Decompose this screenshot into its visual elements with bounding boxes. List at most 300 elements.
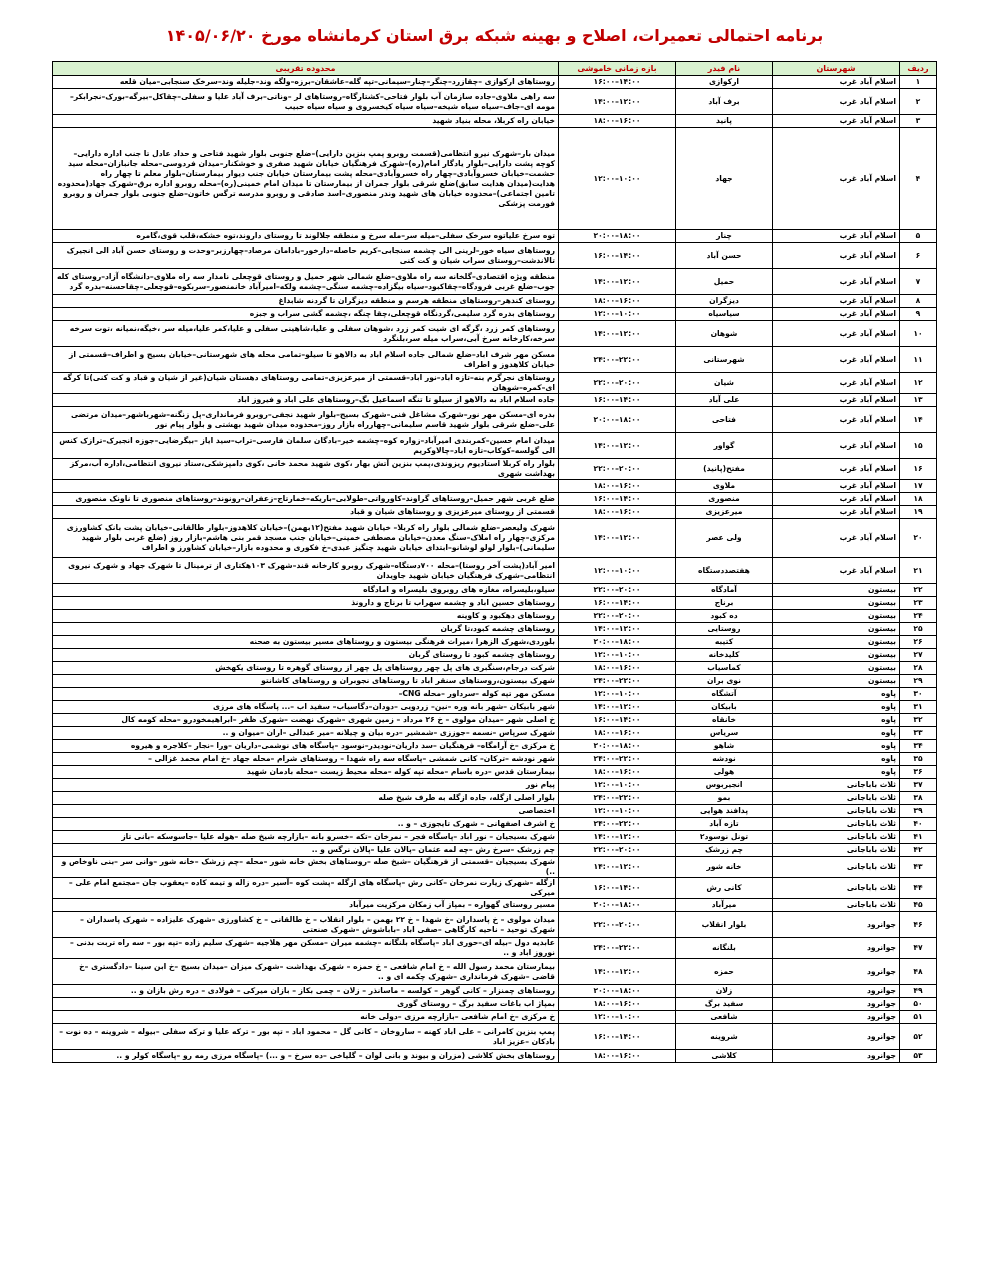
outage-time-cell: ۲۲:۰۰–۲۴:۰۰: [559, 818, 676, 831]
table-row: [53, 753, 937, 766]
feeder-cell: علی آباد: [676, 394, 773, 407]
feeder-cell: ده کبود: [676, 610, 773, 623]
row-number-cell: ۴۶: [900, 912, 937, 938]
outage-time-cell: ۱۲:۰۰–۱۴:۰۰: [559, 959, 676, 985]
city-cell: اسلام آباد غرب: [773, 295, 900, 308]
feeder-cell: هفتصددستگاه: [676, 558, 773, 584]
row-number-cell: ۱۵: [900, 433, 937, 459]
outage-time-cell: ۱۲:۰۰–۱۴:۰۰: [559, 623, 676, 636]
area-cell: قسمتی از روستای میرعزیزی و روستاهای شیان و قباد: [53, 506, 559, 519]
outage-time-cell: ۱۲:۰۰–۱۴:۰۰: [559, 321, 676, 347]
city-cell: ثلاث باباجانی: [773, 818, 900, 831]
outage-time-cell: ۲۰:۰۰–۲۲:۰۰: [559, 373, 676, 394]
table-row: [53, 519, 937, 558]
area-cell: روستاهای چمنزار – کانی گوهر – کولسه – ماسانذر – زلان – چمی بکاز – بازان میرکی – فولادی – دره رش بازان و ..: [53, 985, 559, 998]
row-number-cell: ۱۴: [900, 407, 937, 433]
area-cell: شهرک بسیجیان –قسمتی از فرهنگیان –شیخ صله –روستاهای بخش خانه شور –محله –چم زرشک –خانه شور –وانی سر –بنی ناوخاص و ..): [53, 857, 559, 878]
feeder-cell: پانید: [676, 115, 773, 128]
feeder-cell: منصوری: [676, 493, 773, 506]
feeder-cell: نوی بران: [676, 675, 773, 688]
outage-time-cell: ۲۲:۰۰–۲۴:۰۰: [559, 792, 676, 805]
area-cell: روستاهای بدره گرد سلیمی،گردنگاه قوچعلی،چقا چنگه ،چشمه گشی سراب و جبزه: [53, 308, 559, 321]
city-cell: ثلاث باباجانی: [773, 805, 900, 818]
area-cell: شهرک بسیجیان – نور اباد –پاسگاه فجر – نمرخان –تکه –خسرو بانه –بازارچه شیخ صله –هوله علیا –جاسوسکه –بانی تاز: [53, 831, 559, 844]
table-row: [53, 985, 937, 998]
row-number-cell: ۴۵: [900, 899, 937, 912]
area-cell: ازگله –شهرک زیارت نمرخان –کانی رش –پاسگاه های ازگله –پشت کوه –آسیر –دره زاله و تیمه کاده –یعقوب جان –مجتمع امام علی –میرکی: [53, 878, 559, 899]
outage-time-cell: ۱۸:۰۰–۲۰:۰۰: [559, 899, 676, 912]
area-cell: شهرک بیستون،روستاهای سنقر اباد تا روستاهای نجوبران و روستاهای کاشانتو: [53, 675, 559, 688]
area-cell: پمپ بنزین کامرانی – علی اباد کهنه – ساروخان – کانی گل – محمود اباد – تپه بور – ترکه علیا و ترکه سفلی –بیوله – شروینه – ده نوت – بادکان –عزیز اباد: [53, 1024, 559, 1050]
row-number-cell: ۲۰: [900, 519, 937, 558]
city-cell: بیستون: [773, 649, 900, 662]
area-cell: مسکن مهر شرف اباد–ضلع شمالی جاده اسلام اباد به دالاهو تا سیلو–تمامی محله های شهرستانی–خیابان بسیج و اطراف–قسمتی از خیابان کلاهدوز و اطراف: [53, 347, 559, 373]
row-number-cell: ۸: [900, 295, 937, 308]
city-cell: اسلام آباد غرب: [773, 269, 900, 295]
area-cell: جاده اسلام اباد به دالاهو از سیلو تا تنگه اسماعیل بگ–روستاهای علی اباد و فیروز اباد: [53, 394, 559, 407]
table-row: [53, 230, 937, 243]
header-area: محدوده تقریبی: [53, 62, 559, 76]
outage-time-cell: ۱۴:۰۰–۱۶:۰۰: [559, 394, 676, 407]
feeder-cell: حمزه: [676, 959, 773, 985]
area-cell: اختصاصی: [53, 805, 559, 818]
table-row: [53, 321, 937, 347]
outage-time-cell: ۱۲:۰۰–۱۴:۰۰: [559, 433, 676, 459]
area-cell: میدان امام حسین–کمربندی امیرآباد–زواره کوه–چشمه خیر–بادگان سلمان فارسی–تراب–سید ایاز –بیگرضایی–جوزه انجیرک–ترازک کنس الی گولسه–کوکاب–تازه اباد–چالاوکریم: [53, 433, 559, 459]
area-cell: خ اشرف اصفهانی – شهرک تایجوزی – و ..: [53, 818, 559, 831]
table-row: [53, 597, 937, 610]
area-cell: بدره ای–مسکن مهر نور–شهرک مشاغل فنی–شهرک بسیج–بلوار شهید نجفی–روبرو فرمانداری–پل زنگنه–شهرباشهر–میدان مرتضی علی–ضلع شرقی بلوار شهید قاسم سلیمانی–چهارراه بازار روز–محدوده میدان شهید بهشتی و بلوار پیام نور: [53, 407, 559, 433]
row-number-cell: ۳۲: [900, 714, 937, 727]
table-row: [53, 433, 937, 459]
city-cell: اسلام آباد غرب: [773, 89, 900, 115]
area-cell: خ مرکزی –خ امام شافعی –بازارچه مرزی –دولی خانه: [53, 1011, 559, 1024]
outage-time-cell: ۱۸:۰۰–۲۰:۰۰: [559, 407, 676, 433]
feeder-cell: شاهو: [676, 740, 773, 753]
outage-time-cell: ۱۰:۰۰–۱۲:۰۰: [559, 649, 676, 662]
table-row: [53, 805, 937, 818]
table-row: [53, 792, 937, 805]
area-cell: منطقه ویژه اقتصادی–گلخانه سه راه ملاوی–ضلع شمالی شهر حمیل و روستای قوچعلی نامدار سه راه ملاوی–دانشگاه آزاد–روستای کله جوب–ضلع غربی فرودگاه–چقاکبود–سیاه بیگزاده–چشمه سنگی–چشمه ولکه–امیرآباد خانمنصور–سربکوه–قوچعلی–چقاحسنه–بدره گرد: [53, 269, 559, 295]
feeder-cell: کلیدخانه: [676, 649, 773, 662]
row-number-cell: ۵: [900, 230, 937, 243]
outage-time-cell: ۱۲:۰۰–۱۴:۰۰: [559, 857, 676, 878]
outage-time-cell: ۱۰:۰۰–۱۲:۰۰: [559, 779, 676, 792]
city-cell: اسلام آباد غرب: [773, 373, 900, 394]
city-cell: جوانرود: [773, 912, 900, 938]
row-number-cell: ۳۵: [900, 753, 937, 766]
feeder-cell: شافعی: [676, 1011, 773, 1024]
feeder-cell: گواور: [676, 433, 773, 459]
table-row: [53, 766, 937, 779]
city-cell: اسلام آباد غرب: [773, 433, 900, 459]
feeder-cell: تازه آباد: [676, 818, 773, 831]
feeder-cell: مفتح(پانید): [676, 459, 773, 480]
outage-time-cell: ۱۲:۰۰–۱۴:۰۰: [559, 89, 676, 115]
city-cell: بیستون: [773, 584, 900, 597]
row-number-cell: ۲۴: [900, 610, 937, 623]
row-number-cell: ۲۶: [900, 636, 937, 649]
row-number-cell: ۲۱: [900, 558, 937, 584]
area-cell: چم زرشک –سرخ رش –چه لمه عثمان –پالان علیا –پالان نرگس و ..: [53, 844, 559, 857]
row-number-cell: ۳۱: [900, 701, 937, 714]
table-row: [53, 1011, 937, 1024]
feeder-cell: خانقاه: [676, 714, 773, 727]
outage-time-cell: ۱۲:۰۰–۱۴:۰۰: [559, 701, 676, 714]
row-number-cell: ۳۸: [900, 792, 937, 805]
schedule-table: [52, 61, 937, 1063]
table-row: [53, 308, 937, 321]
table-row: [53, 844, 937, 857]
area-cell: خیابان راه کربلا، محله بنیاد شهید: [53, 115, 559, 128]
table-row: [53, 558, 937, 584]
area-cell: روستای کندهر–روستاهای منطقه هرسم و منطقه دیزگران تا گردنه شابداغ: [53, 295, 559, 308]
area-cell: شهرک سرپاس –نسمه –جوززی –شمشیر –دره بیان و چیلانه –میر عبدالی –اران –میوان و ..: [53, 727, 559, 740]
table-row: [53, 610, 937, 623]
feeder-cell: چم زرشک: [676, 844, 773, 857]
city-cell: ثلاث باباجانی: [773, 878, 900, 899]
outage-time-cell: ۱۶:۰۰–۱۸:۰۰: [559, 662, 676, 675]
row-number-cell: ۹: [900, 308, 937, 321]
area-cell: میدان مولوی – خ پاسداران –خ شهدا – خ ۲۲ بهمن – بلوار انقلاب – خ طالقانی – خ کشاورزی –شهرک علیزاده – شهرک پاسداران –شهرک توحید – ناحیه کارگاهی –صفی اباد –باباشوش –شهرک صنعتی: [53, 912, 559, 938]
row-number-cell: ۴۳: [900, 857, 937, 878]
feeder-cell: زلان: [676, 985, 773, 998]
table-row: [53, 459, 937, 480]
table-row: [53, 740, 937, 753]
outage-time-cell: ۱۶:۰۰–۱۸:۰۰: [559, 766, 676, 779]
row-number-cell: ۳۷: [900, 779, 937, 792]
table-row: [53, 714, 937, 727]
outage-time-cell: ۱۸:۰۰–۲۰:۰۰: [559, 636, 676, 649]
area-cell: بلوردی،شهرک الزهرا ،میراث فرهنگی بیستون و روستاهای مسیر بیستون به صحنه: [53, 636, 559, 649]
city-cell: جوانرود: [773, 1011, 900, 1024]
city-cell: اسلام آباد غرب: [773, 347, 900, 373]
row-number-cell: ۱۷: [900, 480, 937, 493]
city-cell: بیستون: [773, 597, 900, 610]
city-cell: پاوه: [773, 753, 900, 766]
feeder-cell: نودشه: [676, 753, 773, 766]
row-number-cell: ۴۰: [900, 818, 937, 831]
outage-time-cell: ۱۶:۰۰–۱۸:۰۰: [559, 998, 676, 1011]
header-row-number: ردیف: [900, 62, 937, 76]
city-cell: پاوه: [773, 688, 900, 701]
table-row: [53, 115, 937, 128]
row-number-cell: ۵۱: [900, 1011, 937, 1024]
city-cell: پاوه: [773, 766, 900, 779]
feeder-cell: کتیبه: [676, 636, 773, 649]
row-number-cell: ۱: [900, 76, 937, 89]
city-cell: ثلاث باباجانی: [773, 792, 900, 805]
outage-time-cell: ۱۴:۰۰–۱۶:۰۰: [559, 714, 676, 727]
table-row: [53, 480, 937, 493]
feeder-cell: برف آباد: [676, 89, 773, 115]
area-cell: روستاهای ارکوازی –چقازرد–چنگر–چنار–سیمانی–تپه گله–عاشقان–برزه–ولگه وند–جلیله وند–سرخک سنجابی–میان قلعه: [53, 76, 559, 89]
outage-time-cell: ۱۶:۰۰–۱۸:۰۰: [559, 506, 676, 519]
area-cell: خ مرکزی –خ آرامگاه– فرهنگیان –سد داریان–نودیدر–نوسود –پاسگاه های نوشمی–داریان –ورا –نجار –کلاجره و هیروه: [53, 740, 559, 753]
area-cell: شرکت درجام،سنگبری های پل چهر روستاهای پل چهر از روستای گوهره تا روستای یکهخش: [53, 662, 559, 675]
area-cell: مسکن مهر تپه کوله –سرداور –محله CNG–: [53, 688, 559, 701]
area-cell: روستاهای نجرگرم بنه–تازه اباد–نور اباد–قسمتی از میرعزیزی–تمامی روستاهای دهستان شیان(غیر از شیان و قباد و کت کنی)تا کرگه ای–کمره–شوهان: [53, 373, 559, 394]
outage-time-cell: ۱۶:۰۰–۱۸:۰۰: [559, 480, 676, 493]
row-number-cell: ۱۶: [900, 459, 937, 480]
area-cell: ضلع غربی شهر حمیل–روستاهای گراوند–کاورواتی–طولابی–باریکه–خمارتاج–زعفران–رونوند–روستاهای منصوری تا ناونک منصوری: [53, 493, 559, 506]
city-cell: جوانرود: [773, 998, 900, 1011]
outage-time-cell: ۲۰:۰۰–۲۲:۰۰: [559, 912, 676, 938]
row-number-cell: ۵۳: [900, 1050, 937, 1063]
outage-time-cell: ۱۰:۰۰–۱۲:۰۰: [559, 805, 676, 818]
city-cell: اسلام آباد غرب: [773, 519, 900, 558]
table-row: [53, 938, 937, 959]
row-number-cell: ۲۹: [900, 675, 937, 688]
row-number-cell: ۱۰: [900, 321, 937, 347]
table-row: [53, 688, 937, 701]
row-number-cell: ۵۰: [900, 998, 937, 1011]
city-cell: اسلام آباد غرب: [773, 558, 900, 584]
feeder-cell: کماسیاب: [676, 662, 773, 675]
area-cell: شهرک ولیعصر–ضلع شمالی بلوار راه کربلا– خیابان شهید مفتح(۱۲بهمن)–خیابان کلاهدوز–بلوار طالقانی–خیابان پشت بانک کشاورزی مرکزی–چهار راه املاک–سنگ معدن–خیابان مصطفی خمینی–خیابان جنب مسجد قمر بنی هاشم–بازار روز (ضلع غربی بلوار شهید سلیمانی)–بلوار لولو لوشانو–ابتدای خیابان شهید چنگیز عبدی–خ فکوری و محدوده بازار–خیابان کشاورز و اطراف: [53, 519, 559, 558]
area-cell: روستاهای حسین اباد و چشمه سهراب تا برناج و دارونذ: [53, 597, 559, 610]
area-cell: روستاهای دهکبود و کاوینه: [53, 610, 559, 623]
city-cell: اسلام آباد غرب: [773, 493, 900, 506]
city-cell: پاوه: [773, 727, 900, 740]
outage-time-cell: ۱۴:۰۰–۱۶:۰۰: [559, 76, 676, 89]
area-cell: امیر آباد(پشت آخر روستا)–محله ۷۰۰دستگاه–شهرک روبرو کارخانه قند–شهرک ۱۰۳هکتاری از ترمینال تا شهرک جهاد و شهرک نیروی انتظامی–شهرک فرهنگیان خیابان شهید جاویدان: [53, 558, 559, 584]
table-row: [53, 1024, 937, 1050]
outage-time-cell: ۱۸:۰۰–۲۰:۰۰: [559, 740, 676, 753]
city-cell: اسلام آباد غرب: [773, 459, 900, 480]
row-number-cell: ۷: [900, 269, 937, 295]
row-number-cell: ۲۲: [900, 584, 937, 597]
row-number-cell: ۴۹: [900, 985, 937, 998]
outage-time-cell: ۲۲:۰۰–۲۴:۰۰: [559, 347, 676, 373]
city-cell: اسلام آباد غرب: [773, 230, 900, 243]
table-row: [53, 831, 937, 844]
table-row: [53, 394, 937, 407]
table-row: [53, 675, 937, 688]
outage-time-cell: ۱۴:۰۰–۱۶:۰۰: [559, 243, 676, 269]
feeder-cell: بلوار انقلاب: [676, 912, 773, 938]
row-number-cell: ۴۲: [900, 844, 937, 857]
city-cell: اسلام آباد غرب: [773, 407, 900, 433]
feeder-cell: بلنگانه: [676, 938, 773, 959]
table-row: [53, 243, 937, 269]
area-cell: بلوار اصلی ازگله، جاده ازگله به طرف شیخ صله: [53, 792, 559, 805]
outage-time-cell: ۲۰:۰۰–۲۲:۰۰: [559, 584, 676, 597]
feeder-cell: برناج: [676, 597, 773, 610]
row-number-cell: ۳۰: [900, 688, 937, 701]
outage-time-cell: ۲۰:۰۰–۲۲:۰۰: [559, 844, 676, 857]
area-cell: توه سرخ علیاتوه سرخک سفلی–میله سر–مله سرخ و منطقه جلالوند تا روستای داروند،توه خشکه،قلب قوی،گامره: [53, 230, 559, 243]
outage-time-cell: ۲۲:۰۰–۲۴:۰۰: [559, 675, 676, 688]
area-cell: پیام نور: [53, 779, 559, 792]
table-row: [53, 636, 937, 649]
area-cell: روستاهای بخش کلاشی (مزران و بیوند و بانی لوان – گلیاخی –ده سرخ – و ...) –پاسگاه مرزی رمه رو –پاسگاه کولر و ..: [53, 1050, 559, 1063]
feeder-cell: ارکوازی: [676, 76, 773, 89]
table-row: [53, 407, 937, 433]
table-row: [53, 779, 937, 792]
outage-time-cell: ۱۶:۰۰–۱۸:۰۰: [559, 115, 676, 128]
area-cell: روستاهای کمر زرد ،گرگه ای شیت کمر زرد ،شوهان سفلی و علیا،شاهینی سفلی و علیا،کمر علیا،میله سر ،خیگه،نمیانه ،توت سرخه سرخه،کارخانه سرخ آبی،سراب میله سر،بلنگرد: [53, 321, 559, 347]
feeder-cell: شیان: [676, 373, 773, 394]
area-cell: بلوار راه کربلا استادیوم ریزوندی،پمپ بنزین آتش بهار ،کوی شهید محمد خانی ،کوی دامپزشکی،ستاد نیروی انتظامی،اداره آب،مرکز بهداشت شهری: [53, 459, 559, 480]
city-cell: ثلاث باباجانی: [773, 844, 900, 857]
area-cell: روستاهای چشمه کبود،تا گربان: [53, 623, 559, 636]
feeder-cell: بابیکان: [676, 701, 773, 714]
table-row: [53, 128, 937, 230]
city-cell: پاوه: [773, 740, 900, 753]
row-number-cell: ۴۴: [900, 878, 937, 899]
row-number-cell: ۴۸: [900, 959, 937, 985]
table-row: [53, 373, 937, 394]
table-row: [53, 727, 937, 740]
feeder-cell: بمو: [676, 792, 773, 805]
feeder-cell: سریاس: [676, 727, 773, 740]
area-cell: میدان بار–شهرک نیرو انتظامی(قسمت روبرو پمپ بنزین دارایی)–ضلع جنوبی بلوار شهید فتاحی و حداد عادل تا جنب اداره دارایی–کوچه پشت دارایی–بلوار یادگار امام(ره)–شهرک فرهنگیان خیابان شهید صفری و خوشکنار–میدان فردوسی–محله جانبازان–محله سید حشمت–خیابان خسروآبادی–چهار راه خسروآبادی–محله پشت بیمارستان خیابان جنب دیوار بیمارستان–بلوار معلم تا چهار راه هدایت(میدان هدایت سابق)ضلع شرقی بلوار جمران از بیمارستان تا میدان امام خمینی(ره)–محله روبرو اداره برق–شهرک جهاد(محدوده تامین اجتماعی)–محدوده خیابان های شهید وندر منصوری–اسد صادقی و روبرو مدرسه ترگس خاتون–ضلع جنوبی بلوار جمران و روبرو فورمت پزشکی: [53, 128, 559, 230]
table-row: [53, 857, 937, 878]
page-title: برنامه احتمالی تعمیرات، اصلاح و بهینه شبکه برق استان کرمانشاه مورخ ۱۴۰۵/۰۶/۲۰: [165, 26, 824, 45]
table-row: [53, 623, 937, 636]
city-cell: اسلام آباد غرب: [773, 76, 900, 89]
feeder-cell: شروینه: [676, 1024, 773, 1050]
city-cell: بیستون: [773, 662, 900, 675]
city-cell: پاوه: [773, 701, 900, 714]
outage-time-cell: ۱۶:۰۰–۱۸:۰۰: [559, 1050, 676, 1063]
area-cell: مسیر روستای گهواره – بمپاز آب زمکان مرکزیت میرآباد: [53, 899, 559, 912]
feeder-cell: دیزگران: [676, 295, 773, 308]
feeder-cell: میرعزیزی: [676, 506, 773, 519]
city-cell: بیستون: [773, 636, 900, 649]
outage-time-cell: ۱۸:۰۰–۲۰:۰۰: [559, 230, 676, 243]
feeder-cell: آتشگاه: [676, 688, 773, 701]
outage-time-cell: ۱۲:۰۰–۱۴:۰۰: [559, 269, 676, 295]
feeder-cell: حمیل: [676, 269, 773, 295]
table-row: [53, 347, 937, 373]
area-cell: سه راهی ملاوی–جاده سازمان آب بلوار فتاحی–کشتارگاه–روستاهای لر –وناتی–برف آباد علیا و سفلی–چقاکل–بیرگه–بورک–نجرابکر–مومه ای–جاف–سیاه سیاه شیخه–سیاه سیاه کیخسروی و سیاه سیاه حبیب: [53, 89, 559, 115]
row-number-cell: ۳۶: [900, 766, 937, 779]
feeder-cell: پدافند هوایی: [676, 805, 773, 818]
table-row: [53, 912, 937, 938]
outage-time-cell: ۱۰:۰۰–۱۲:۰۰: [559, 688, 676, 701]
row-number-cell: ۲۳: [900, 597, 937, 610]
city-cell: اسلام آباد غرب: [773, 243, 900, 269]
area-cell: روستاهای چشمه کبود تا روستای گربان: [53, 649, 559, 662]
area-cell: عابدیه دول –بیله ای–حوری اباد –پاسگاه بلنگانه –چشمه میران –مسکن مهر هلاجیه –شهرک سلیم زاده –تپه بور – سه راه تربت بدنی –نوروز اباد و ..: [53, 938, 559, 959]
feeder-cell: ملاوی: [676, 480, 773, 493]
city-cell: جوانرود: [773, 938, 900, 959]
row-number-cell: ۱۹: [900, 506, 937, 519]
feeder-cell: کلاشی: [676, 1050, 773, 1063]
outage-time-cell: ۱۸:۰۰–۲۰:۰۰: [559, 985, 676, 998]
city-cell: ثلاث باباجانی: [773, 857, 900, 878]
table-row: [53, 1050, 937, 1063]
outage-time-cell: ۱۲:۰۰–۱۴:۰۰: [559, 831, 676, 844]
city-cell: جوانرود: [773, 985, 900, 998]
table-row: [53, 662, 937, 675]
row-number-cell: ۳۹: [900, 805, 937, 818]
row-number-cell: ۲: [900, 89, 937, 115]
city-cell: اسلام آباد غرب: [773, 128, 900, 230]
area-cell: شهر نودشه –ترکان– کانی شمشی –پاسگاه سه راه شهدا – روستاهای شرام –محله جهاد –خ امام محمد غزالی –: [53, 753, 559, 766]
area-cell: روستاهای سیاه خور–لرینی الی چشمه سنجابی–کریم حاصله–دارخور–بادامان مرصاد–چهارزبر–وحدت و روستای حسن آباد الی انجیرک تالاندشت–روستای سراب شیان و کت کنی: [53, 243, 559, 269]
feeder-cell: کانی رش: [676, 878, 773, 899]
city-cell: جوانرود: [773, 1050, 900, 1063]
outage-time-cell: ۱۴:۰۰–۱۶:۰۰: [559, 597, 676, 610]
area-cell: بیمارستان محمد رسول الله – خ امام شافعی – خ حمزه – شهرک بهداشت –شهرک میزان –میدان بسیج –خ ابن سینا –دادگستری –خ قاضی –شهرک فرمانداری –شهرک چکمه ای و ..: [53, 959, 559, 985]
outage-time-cell: ۲۲:۰۰–۲۴:۰۰: [559, 938, 676, 959]
feeder-cell: سفید برگ: [676, 998, 773, 1011]
outage-time-cell: ۲۲:۰۰–۲۴:۰۰: [559, 753, 676, 766]
city-cell: اسلام آباد غرب: [773, 394, 900, 407]
table-row: [53, 959, 937, 985]
row-number-cell: ۱۲: [900, 373, 937, 394]
outage-time-cell: ۱۰:۰۰–۱۲:۰۰: [559, 308, 676, 321]
outage-time-cell: ۱۲:۰۰–۱۴:۰۰: [559, 519, 676, 558]
feeder-cell: آمادگاه: [676, 584, 773, 597]
outage-time-cell: ۲۰:۰۰–۲۲:۰۰: [559, 610, 676, 623]
feeder-cell: شهرستانی: [676, 347, 773, 373]
area-cell: شهر بابیکان –شهر بانه وره –نین– زردویی –دودان–دگاسیاب– سفید اب –... پاسگاه های مرزی: [53, 701, 559, 714]
table-row: [53, 76, 937, 89]
feeder-cell: روستایی: [676, 623, 773, 636]
row-number-cell: ۶: [900, 243, 937, 269]
city-cell: اسلام آباد غرب: [773, 321, 900, 347]
feeder-cell: جهاد: [676, 128, 773, 230]
outage-time-cell: ۱۴:۰۰–۱۶:۰۰: [559, 1024, 676, 1050]
outage-time-cell: ۲۰:۰۰–۲۲:۰۰: [559, 459, 676, 480]
table-row: [53, 584, 937, 597]
table-row: [53, 818, 937, 831]
table-body: [53, 76, 937, 1063]
city-cell: پاوه: [773, 714, 900, 727]
outage-time-cell: ۱۴:۰۰–۱۶:۰۰: [559, 493, 676, 506]
table-row: [53, 295, 937, 308]
header-feeder: نام فیدر: [676, 62, 773, 76]
city-cell: جوانرود: [773, 1024, 900, 1050]
city-cell: ثلاث باباجانی: [773, 831, 900, 844]
feeder-cell: خانه شور: [676, 857, 773, 878]
row-number-cell: ۴: [900, 128, 937, 230]
outage-time-cell: ۱۶:۰۰–۱۸:۰۰: [559, 727, 676, 740]
row-number-cell: ۳۳: [900, 727, 937, 740]
table-header-row: [53, 62, 937, 76]
feeder-cell: فتاحی: [676, 407, 773, 433]
area-cell: [53, 480, 559, 493]
table-row: [53, 89, 937, 115]
city-cell: بیستون: [773, 623, 900, 636]
table-row: [53, 506, 937, 519]
city-cell: اسلام آباد غرب: [773, 506, 900, 519]
table-row: [53, 701, 937, 714]
feeder-cell: چنار: [676, 230, 773, 243]
area-cell: خ اصلی شهر –میدان مولوی – خ ۲۶ مرداد – زمین شهری –شهرک نهضت –شهرک ظفر –ابراهیمخودرو –محله کومه کال: [53, 714, 559, 727]
row-number-cell: ۲۷: [900, 649, 937, 662]
table-row: [53, 649, 937, 662]
row-number-cell: ۴۷: [900, 938, 937, 959]
city-cell: اسلام آباد غرب: [773, 115, 900, 128]
city-cell: بیستون: [773, 610, 900, 623]
area-cell: سیلو،بلیسراه، مغازه های روبروی بلیسراه و امادگاه: [53, 584, 559, 597]
area-cell: بیمارستان قدس –دره باسام –محله تپه کوله –محله محیط زیست –محله بادمان شهید: [53, 766, 559, 779]
feeder-cell: سیاسیاه: [676, 308, 773, 321]
row-number-cell: ۵۲: [900, 1024, 937, 1050]
row-number-cell: ۳: [900, 115, 937, 128]
row-number-cell: ۳۴: [900, 740, 937, 753]
table-row: [53, 878, 937, 899]
feeder-cell: میرآباد: [676, 899, 773, 912]
header-outage-time: بازه زمانی خاموشی: [559, 62, 676, 76]
outage-time-cell: ۱۶:۰۰–۱۸:۰۰: [559, 295, 676, 308]
feeder-cell: ولی عصر: [676, 519, 773, 558]
